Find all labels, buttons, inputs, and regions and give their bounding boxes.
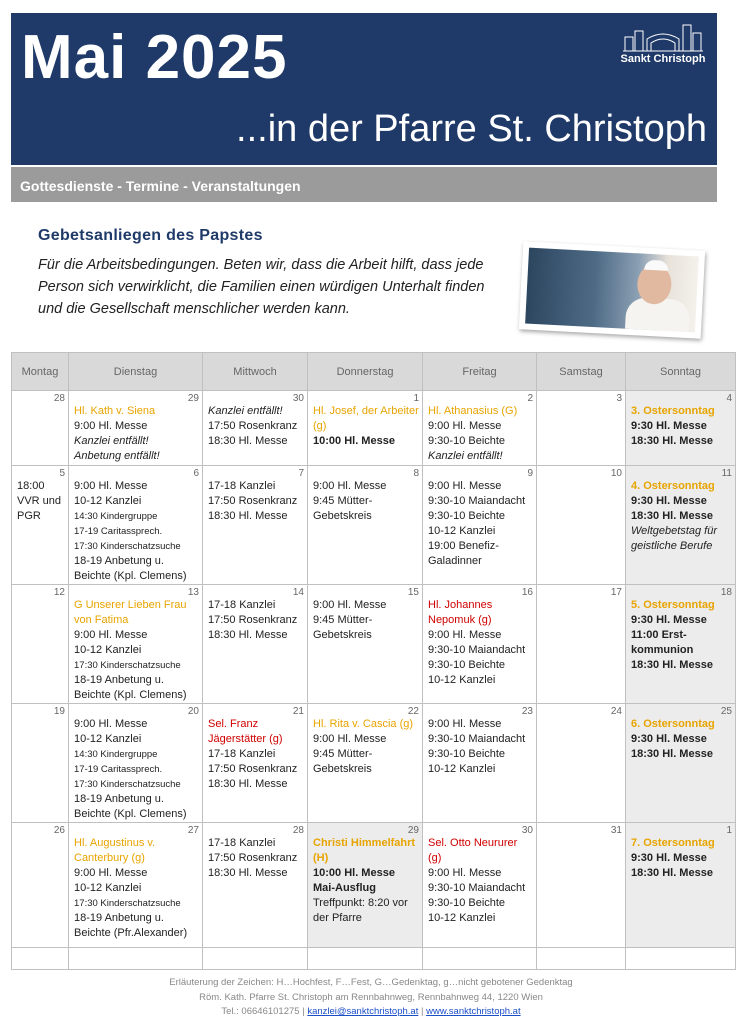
event-line: 9:30 Hl. Messe [631, 852, 707, 864]
empty-cell [537, 948, 626, 970]
day-cell [12, 466, 69, 585]
day-cell [537, 466, 626, 585]
day-cell [423, 585, 537, 704]
day-number: 19 [53, 706, 65, 717]
day-cell [626, 704, 736, 823]
event-line: 17:30 Kinderschatzsuche [74, 660, 181, 671]
page-subtitle: ...in der Pfarre St. Christoph [236, 108, 707, 150]
event-line: 10-12 Kanzlei [74, 644, 142, 656]
day-number: 24 [610, 706, 622, 717]
prayer-heading: Gebetsanliegen des Papstes [38, 227, 263, 244]
day-number: 8 [413, 468, 419, 479]
day-number: 7 [298, 468, 304, 479]
event-line: Gebetskreis [313, 763, 372, 775]
day-number: 16 [521, 587, 533, 598]
weekday-header: Samstag [537, 353, 626, 391]
pope-photo [519, 241, 705, 338]
day-cell [203, 585, 308, 704]
event-line: 18:00 VVR und PGR [17, 480, 62, 522]
event-line: G Unserer Lieben Frau von Fatima [74, 599, 187, 626]
day-number: 28 [292, 825, 304, 836]
empty-cell [12, 948, 69, 970]
weekday-header: Donnerstag [308, 353, 423, 391]
day-number: 27 [187, 825, 199, 836]
event-line: 18:30 Hl. Messe [208, 867, 288, 879]
event-line: 9:30-10 Beichte [428, 510, 506, 522]
day-cell [626, 823, 736, 948]
event-line: 18:30 Hl. Messe [208, 435, 288, 447]
event-line: 17:30 Kinderschatzsuche [74, 541, 181, 552]
page-title: Mai 2025 [21, 23, 288, 92]
event-line: 4. Ostersonntag [631, 480, 715, 492]
event-line: Gebetskreis [313, 510, 372, 522]
day-number: 13 [187, 587, 199, 598]
event-line: 17-19 Caritassprech. [74, 526, 163, 537]
event-line: 14:30 Kindergruppe [74, 749, 158, 760]
day-cell [69, 823, 203, 948]
day-number: 28 [53, 393, 65, 404]
day-number: 15 [407, 587, 419, 598]
day-cell [423, 466, 537, 585]
event-line: 9:30-10 Beichte [428, 659, 506, 671]
day-cell [69, 704, 203, 823]
event-line: 9:00 Hl. Messe [428, 629, 502, 641]
day-number: 5 [59, 468, 65, 479]
day-number: 31 [610, 825, 622, 836]
event-line: 17:50 Rosenkranz [208, 614, 298, 626]
day-cell [537, 823, 626, 948]
day-cell [537, 391, 626, 466]
event-line: 17:50 Rosenkranz [208, 852, 298, 864]
event-line: 18-19 Anbetung u. [74, 912, 164, 924]
event-line: 10:00 Hl. Messe [313, 435, 395, 447]
event-line: 18:30 Hl. Messe [208, 778, 288, 790]
event-line: 10-12 Kanzlei [428, 763, 496, 775]
event-line: 18:30 Hl. Messe [208, 510, 288, 522]
day-number: 29 [407, 825, 419, 836]
prayer-text: Für die Arbeitsbedingungen. Beten wir, dass die Arbeit hilft, dass jede Person sich verwirklicht, die Familien einen würdigen Unterhalt finden und die Gesellschaft menschlicher werden kann. [38, 257, 485, 317]
footer-tel: Tel.: 06646101275 | [221, 1006, 305, 1017]
event-line: 17-18 Kanzlei [208, 480, 276, 492]
day-number: 25 [720, 706, 732, 717]
event-line: Kanzlei entfällt! [74, 435, 149, 447]
event-line: 9:45 Mütter- [313, 748, 373, 760]
event-line: Beichte (Pfr.Alexander) [74, 927, 188, 939]
parish-logo [615, 19, 711, 75]
event-line: 18-19 Anbetung u. [74, 793, 164, 805]
day-number: 30 [521, 825, 533, 836]
event-line: 9:00 Hl. Messe [313, 599, 387, 611]
event-line: 10-12 Kanzlei [428, 674, 496, 686]
day-cell [537, 704, 626, 823]
event-line: 9:30-10 Beichte [428, 435, 506, 447]
day-number: 1 [413, 393, 419, 404]
event-line: 17:30 Kinderschatzsuche [74, 779, 181, 790]
day-cell [203, 704, 308, 823]
event-line: Beichte (Kpl. Clemens) [74, 689, 187, 701]
event-line: Gebetskreis [313, 629, 372, 641]
empty-cell [203, 948, 308, 970]
event-line: Sel. Franz Jägerstätter (g) [208, 718, 283, 745]
event-line: 18:30 Hl. Messe [631, 435, 713, 447]
day-number: 10 [610, 468, 622, 479]
event-line: 10:00 Hl. Messe [313, 867, 395, 879]
week-row [12, 585, 736, 704]
event-line: 18:30 Hl. Messe [631, 748, 713, 760]
day-number: 6 [193, 468, 199, 479]
event-line: 17:50 Rosenkranz [208, 495, 298, 507]
week-row [12, 466, 736, 585]
day-cell [537, 585, 626, 704]
event-line: 9:00 Hl. Messe [74, 629, 148, 641]
day-number: 2 [527, 393, 533, 404]
event-line: Beichte (Kpl. Clemens) [74, 808, 187, 820]
section-bar: Gottesdienste - Termine - Veranstaltungen [11, 167, 717, 202]
event-line: 6. Ostersonntag [631, 718, 715, 730]
event-line: 9:00 Hl. Messe [428, 718, 502, 730]
day-cell [423, 704, 537, 823]
day-cell [12, 585, 69, 704]
week-row [12, 823, 736, 948]
day-number: 9 [527, 468, 533, 479]
event-line: 5. Ostersonntag [631, 599, 715, 611]
footer-legend: Erläuterung der Zeichen: H…Hochfest, F…Fest, G…Gedenktag, g…nicht gebotener Gedenktag [169, 977, 573, 988]
event-line: 9:00 Hl. Messe [428, 420, 502, 432]
day-cell [308, 466, 423, 585]
event-line: 9:30-10 Maiandacht [428, 644, 526, 656]
event-line: Mai-Ausflug [313, 882, 376, 894]
day-cell [203, 391, 308, 466]
day-number: 18 [720, 587, 732, 598]
event-line: 9:30 Hl. Messe [631, 733, 707, 745]
event-line: 9:30 Hl. Messe [631, 614, 707, 626]
day-number: 30 [292, 393, 304, 404]
day-number: 29 [187, 393, 199, 404]
logo-text: Sankt Christoph [620, 53, 706, 65]
event-line: Sel. Otto Neururer (g) [428, 837, 518, 864]
event-line: Hl. Johannes Nepomuk (g) [428, 599, 493, 626]
event-line: Galadinner [428, 555, 482, 567]
event-line: 9:30-10 Maiandacht [428, 733, 526, 745]
empty-week-row [12, 948, 736, 970]
weekday-header: Mittwoch [203, 353, 308, 391]
day-number: 1 [726, 825, 732, 836]
day-cell [626, 585, 736, 704]
event-line: 9:00 Hl. Messe [313, 480, 387, 492]
weekday-header: Dienstag [69, 353, 203, 391]
church-skyline-icon [623, 21, 703, 53]
day-number: 20 [187, 706, 199, 717]
day-cell [308, 704, 423, 823]
event-line: 9:00 Hl. Messe [428, 480, 502, 492]
event-line: 9:30 Hl. Messe [631, 495, 707, 507]
event-line: 10-12 Kanzlei [74, 495, 142, 507]
day-cell [423, 391, 537, 466]
event-line: 9:45 Mütter- [313, 614, 373, 626]
event-line: 18:30 Hl. Messe [208, 629, 288, 641]
week-row [12, 704, 736, 823]
day-cell [626, 466, 736, 585]
day-cell [203, 823, 308, 948]
day-number: 26 [53, 825, 65, 836]
event-line: 17-18 Kanzlei [208, 748, 276, 760]
event-line: 17-18 Kanzlei [208, 837, 276, 849]
day-number: 23 [521, 706, 533, 717]
event-line: 9:00 Hl. Messe [74, 480, 148, 492]
empty-cell [423, 948, 537, 970]
event-line: Beichte (Kpl. Clemens) [74, 570, 187, 582]
event-line: 18-19 Anbetung u. [74, 555, 164, 567]
event-line: 10-12 Kanzlei [74, 882, 142, 894]
event-line: 17-19 Caritassprech. [74, 764, 163, 775]
day-cell [308, 391, 423, 466]
event-line: Christi Himmelfahrt (H) [313, 837, 416, 864]
event-line: 3. Ostersonntag [631, 405, 715, 417]
event-line: 18:30 Hl. Messe [631, 659, 713, 671]
day-number: 3 [616, 393, 622, 404]
event-line: 17-18 Kanzlei [208, 599, 276, 611]
event-line: 18-19 Anbetung u. [74, 674, 164, 686]
event-line: 9:30-10 Maiandacht [428, 495, 526, 507]
week-row [12, 391, 736, 466]
event-line: 9:30-10 Maiandacht [428, 882, 526, 894]
event-line: Hl. Athanasius (G) [428, 405, 518, 417]
empty-cell [69, 948, 203, 970]
event-line: 9:00 Hl. Messe [74, 718, 148, 730]
footer-contact [0, 1004, 742, 1019]
empty-cell [626, 948, 736, 970]
event-line: 10-12 Kanzlei [428, 525, 496, 537]
event-line: 18:30 Hl. Messe [631, 867, 713, 879]
day-number: 21 [292, 706, 304, 717]
event-line: 7. Ostersonntag [631, 837, 715, 849]
event-line: Hl. Augustinus v. Canterbury (g) [74, 837, 156, 864]
event-line: Kanzlei entfällt! [428, 450, 503, 462]
day-cell [203, 466, 308, 585]
event-line: 9:00 Hl. Messe [313, 733, 387, 745]
footer-address: Röm. Kath. Pfarre St. Christoph am Rennbahnweg, Rennbahnweg 44, 1220 Wien [199, 992, 543, 1003]
event-line: 10-12 Kanzlei [428, 912, 496, 924]
calendar-table [11, 352, 736, 970]
event-line: 9:45 Mütter- [313, 495, 373, 507]
day-number: 22 [407, 706, 419, 717]
event-line: 9:00 Hl. Messe [74, 867, 148, 879]
weekday-header-row [12, 353, 736, 391]
day-cell [626, 391, 736, 466]
event-line: 17:50 Rosenkranz [208, 763, 298, 775]
day-cell [12, 704, 69, 823]
event-line: 11:00 Erst-kommunion [631, 629, 694, 656]
footer-web-link[interactable]: www.sanktchristoph.at [426, 1006, 521, 1017]
weekday-header: Freitag [423, 353, 537, 391]
event-line: 18:30 Hl. Messe [631, 510, 713, 522]
event-line: Hl. Rita v. Cascia (g) [313, 718, 414, 730]
event-line: Kanzlei entfällt! [208, 405, 283, 417]
event-line: 9:30-10 Beichte [428, 897, 506, 909]
event-line: 9:30-10 Beichte [428, 748, 506, 760]
event-line: 9:30 Hl. Messe [631, 420, 707, 432]
day-cell [308, 585, 423, 704]
day-number: 4 [726, 393, 732, 404]
event-line: 17:50 Rosenkranz [208, 420, 298, 432]
day-number: 17 [610, 587, 622, 598]
event-line: 9:00 Hl. Messe [74, 420, 148, 432]
event-line: 17:30 Kinderschatzsuche [74, 898, 181, 909]
footer-email-link[interactable]: kanzlei@sanktchristoph.at [307, 1006, 419, 1017]
day-cell [69, 466, 203, 585]
empty-cell [308, 948, 423, 970]
day-cell [69, 585, 203, 704]
event-line: Weltgebetstag für geistliche Berufe [631, 525, 718, 552]
day-cell [12, 823, 69, 948]
day-cell [423, 823, 537, 948]
weekday-header: Sonntag [626, 353, 736, 391]
header-banner [11, 13, 717, 165]
day-number: 12 [53, 587, 65, 598]
event-line: Hl. Kath v. Siena [74, 405, 156, 417]
pope-photo-image [525, 248, 699, 333]
day-cell [12, 391, 69, 466]
calendar-body [12, 391, 736, 970]
event-line: 10-12 Kanzlei [74, 733, 142, 745]
event-line: 14:30 Kindergruppe [74, 511, 158, 522]
event-line: Treffpunkt: 8:20 vor der Pfarre [313, 897, 408, 924]
event-line: 9:00 Hl. Messe [428, 867, 502, 879]
day-number: 11 [721, 468, 732, 479]
day-number: 14 [292, 587, 304, 598]
event-line: Hl. Josef, der Arbeiter (g) [313, 405, 419, 432]
event-line: Anbetung entfällt! [74, 450, 160, 462]
day-cell [69, 391, 203, 466]
day-cell [308, 823, 423, 948]
footer-separator: | [420, 1006, 424, 1017]
event-line: 19:00 Benefiz- [428, 540, 499, 552]
weekday-header: Montag [12, 353, 69, 391]
